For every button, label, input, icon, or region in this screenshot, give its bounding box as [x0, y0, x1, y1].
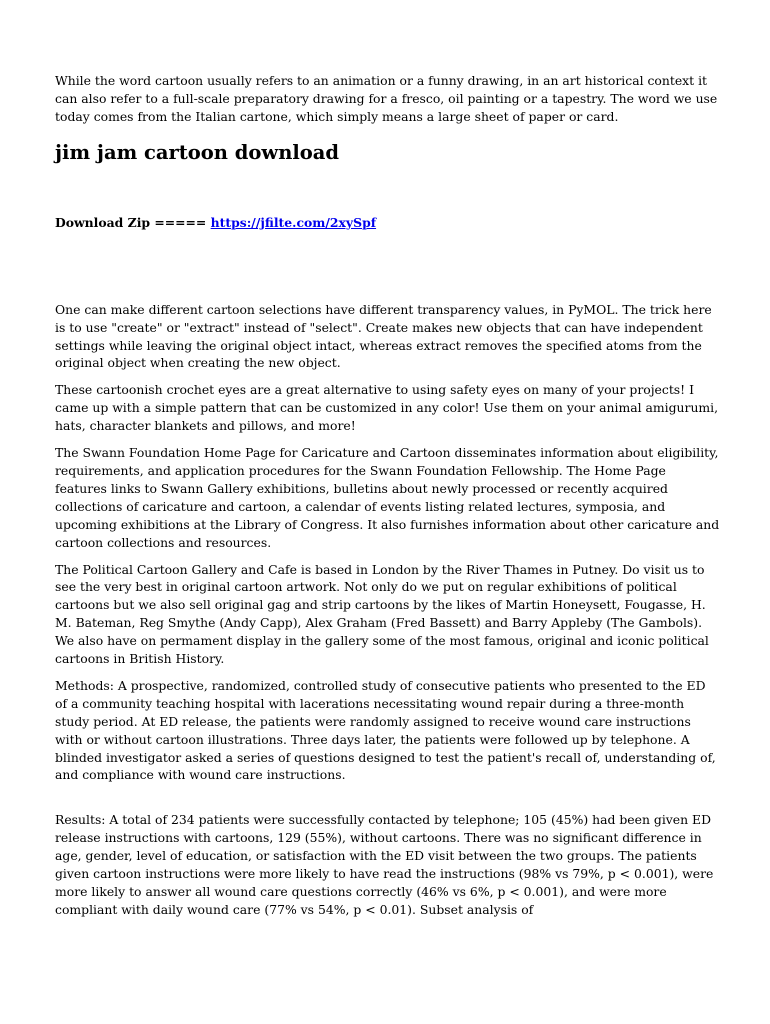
paragraph-methods: Methods: A prospective, randomized, controlled study of consecutive patients who presented to the ED of a community teaching hospital with lacerations necessitating wound repair during a three-month study period. At ED release, the patients were randomly assigned to receive wound care instructions with or without cartoon illustrations. Three days later, the patients were followed up by telephone. A blinded investigator asked a series of questions designed to test the patient's recall of, understanding of, and compliance with wound care instructions. [55, 677, 716, 783]
paragraph-cartoon-gallery: The Political Cartoon Gallery and Cafe is based in London by the River Thames in Putney. Do visit us to see the very best in original cartoon artwork. Not only do we put on regular exhibitions of political cartoons but we also sell original gag and strip cartoons by the likes of Martin Honeysett, Fougasse, H. M. Bateman, Reg Smythe (Andy Capp), Alex Graham (Fred Bassett) and Barry Appleby (The Gambols). We also have on permament display in the gallery some of the most famous, original and iconic political cartoons in British History. [55, 561, 709, 667]
spacer [55, 232, 720, 301]
paragraph-swann-foundation: The Swann Foundation Home Page for Caricature and Cartoon disseminates information about eligibility, requirements, and application procedures for the Swann Foundation Fellowship. The Home Page features links to Swann Gallery exhibitions, bulletins about newly processed or recently acquired collections of caricature and cartoon, a calendar of events listing related lectures, symposia, and upcoming exhibitions at the Library of Congress. It also furnishes information about other caricature and cartoon collections and resources. [55, 445, 720, 550]
spacer [55, 793, 720, 811]
page-title: jim jam cartoon download [55, 140, 340, 164]
document-page [55, 72, 720, 928]
paragraph-results: Results: A total of 234 patients were successfully contacted by telephone; 105 (45%) had been given ED release instructions with cartoons, 129 (55%), without cartoons. There was no significant difference in age, gender, level of education, or satisfaction with the ED visit between the two groups. The patients given cartoon instructions were more likely to have read the instructions (98% vs 79%, p < 0.001), were more likely to answer all wound care questions correctly (46% vs 6%, p < 0.001), and were more compliant with daily wound care (77% vs 54%, p < 0.01). Subset analysis of [55, 812, 714, 917]
download-line [55, 214, 720, 232]
intro-paragraph: While the word cartoon usually refers to an animation or a funny drawing, in an art historical context it can also refer to a full-scale preparatory drawing for a fresco, oil painting or a tapestry. The word we use today comes from the Italian cartone, which simply means a large sheet of paper or card. [55, 73, 718, 124]
download-label: Download Zip ===== [55, 214, 211, 230]
paragraph-pymol: One can make different cartoon selections have different transparency values, in PyMOL. The trick here is to use "create" or "extract" instead of "select". Create makes new objects that can have independent settings while leaving the original object intact, whereas extract removes the specified atoms from the original object when creating the new object. [55, 301, 712, 371]
download-link[interactable]: https://jfilte.com/2xySpf [210, 214, 377, 230]
paragraph-crochet-eyes: These cartoonish crochet eyes are a great alternative to using safety eyes on many of your projects! I came up with a simple pattern that can be customized in any color! Use them on your animal amigurumi, hats, character blankets and pillows, and more! [55, 382, 719, 434]
